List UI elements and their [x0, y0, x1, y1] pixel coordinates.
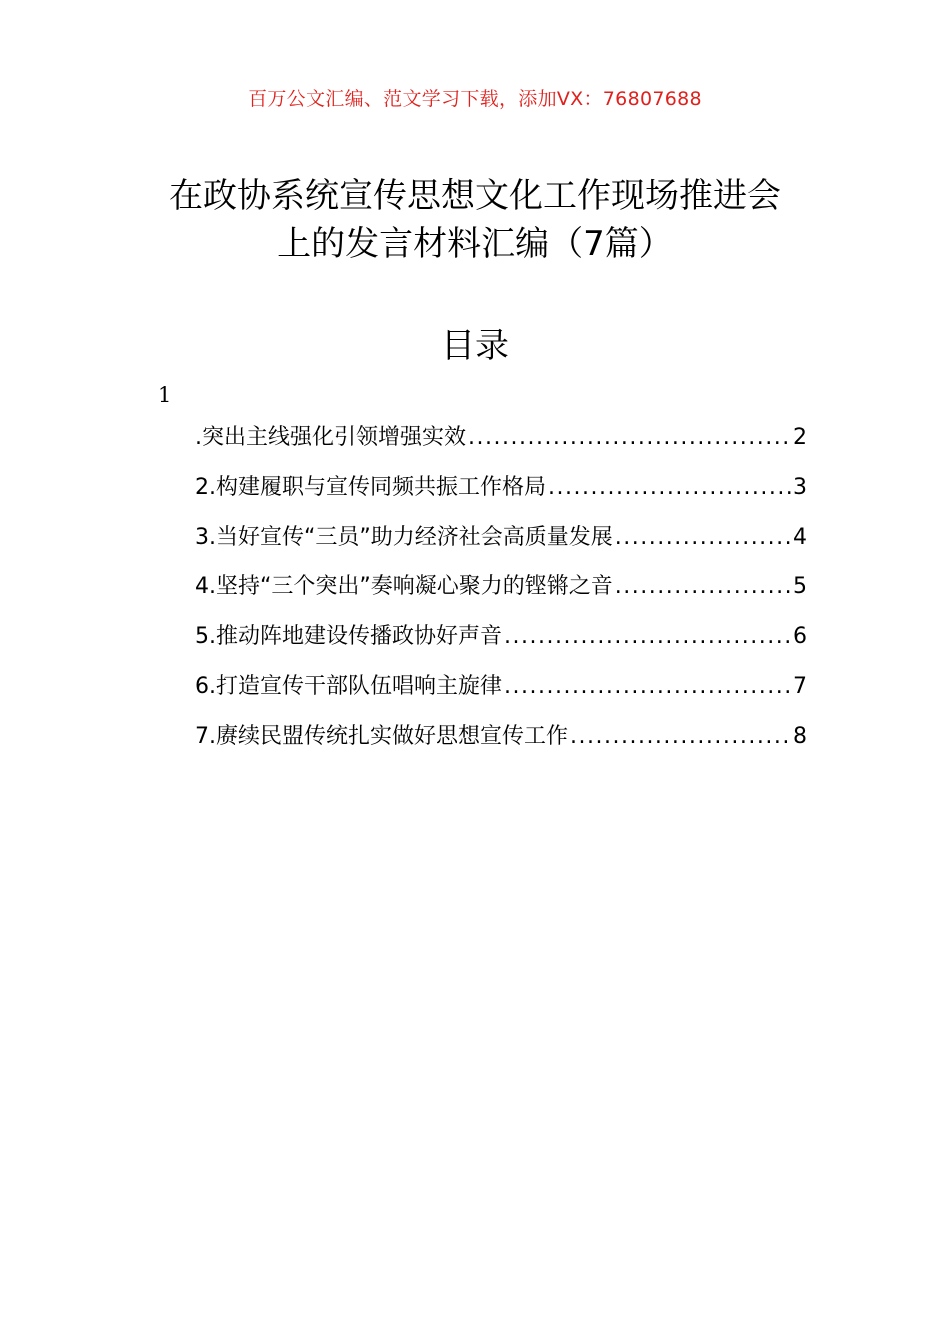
toc-entry-label: 4.坚持“三个突出”奏响凝心聚力的铿锵之音	[195, 574, 613, 600]
document-title-line-2: 上的发言材料汇编（7篇）	[277, 224, 673, 264]
toc-entry-label: 2.构建履职与宣传同频共振工作格局	[195, 474, 546, 500]
toc-entry-5[interactable]	[195, 619, 807, 669]
toc-entry-6[interactable]	[195, 669, 807, 719]
toc-entry-page: 2	[793, 425, 807, 450]
toc-entry-label: 5.推动阵地建设传播政协好声音	[195, 624, 502, 650]
toc-entry-7[interactable]	[195, 719, 807, 769]
toc-entry-label: .突出主线强化引领增强实效	[195, 425, 466, 450]
toc-entry-page: 7	[793, 673, 807, 699]
toc-entry-3[interactable]	[195, 520, 807, 570]
toc-leader-dots	[615, 574, 791, 599]
toc-leader-dots	[504, 674, 791, 699]
toc-level-number: 1	[158, 383, 172, 407]
toc-heading: 目录	[441, 326, 509, 366]
toc-entry-2[interactable]	[195, 470, 807, 520]
header-watermark-note: 百万公文汇编、范文学习下载，添加VX：76807688	[248, 88, 702, 110]
toc-entry-page: 4	[793, 524, 807, 550]
toc-entry-label: 7.赓续民盟传统扎实做好思想宣传工作	[195, 723, 568, 749]
toc-leader-dots	[570, 724, 791, 749]
toc-entry-page: 8	[793, 723, 807, 749]
toc-entry-label: 6.打造宣传干部队伍唱响主旋律	[195, 673, 502, 699]
table-of-contents	[195, 420, 807, 769]
toc-entry-4[interactable]	[195, 569, 807, 619]
toc-leader-dots	[468, 425, 791, 450]
toc-entry-1[interactable]	[195, 420, 807, 470]
document-title	[120, 172, 830, 268]
toc-entry-label: 3.当好宣传“三员”助力经济社会高质量发展	[195, 524, 613, 550]
toc-entry-page: 6	[793, 624, 807, 650]
document-title-line-1: 在政协系统宣传思想文化工作现场推进会	[169, 176, 781, 216]
toc-leader-dots	[548, 475, 791, 500]
toc-leader-dots	[615, 525, 791, 550]
toc-leader-dots	[504, 624, 791, 649]
toc-entry-page: 3	[793, 474, 807, 500]
toc-entry-page: 5	[793, 574, 807, 600]
